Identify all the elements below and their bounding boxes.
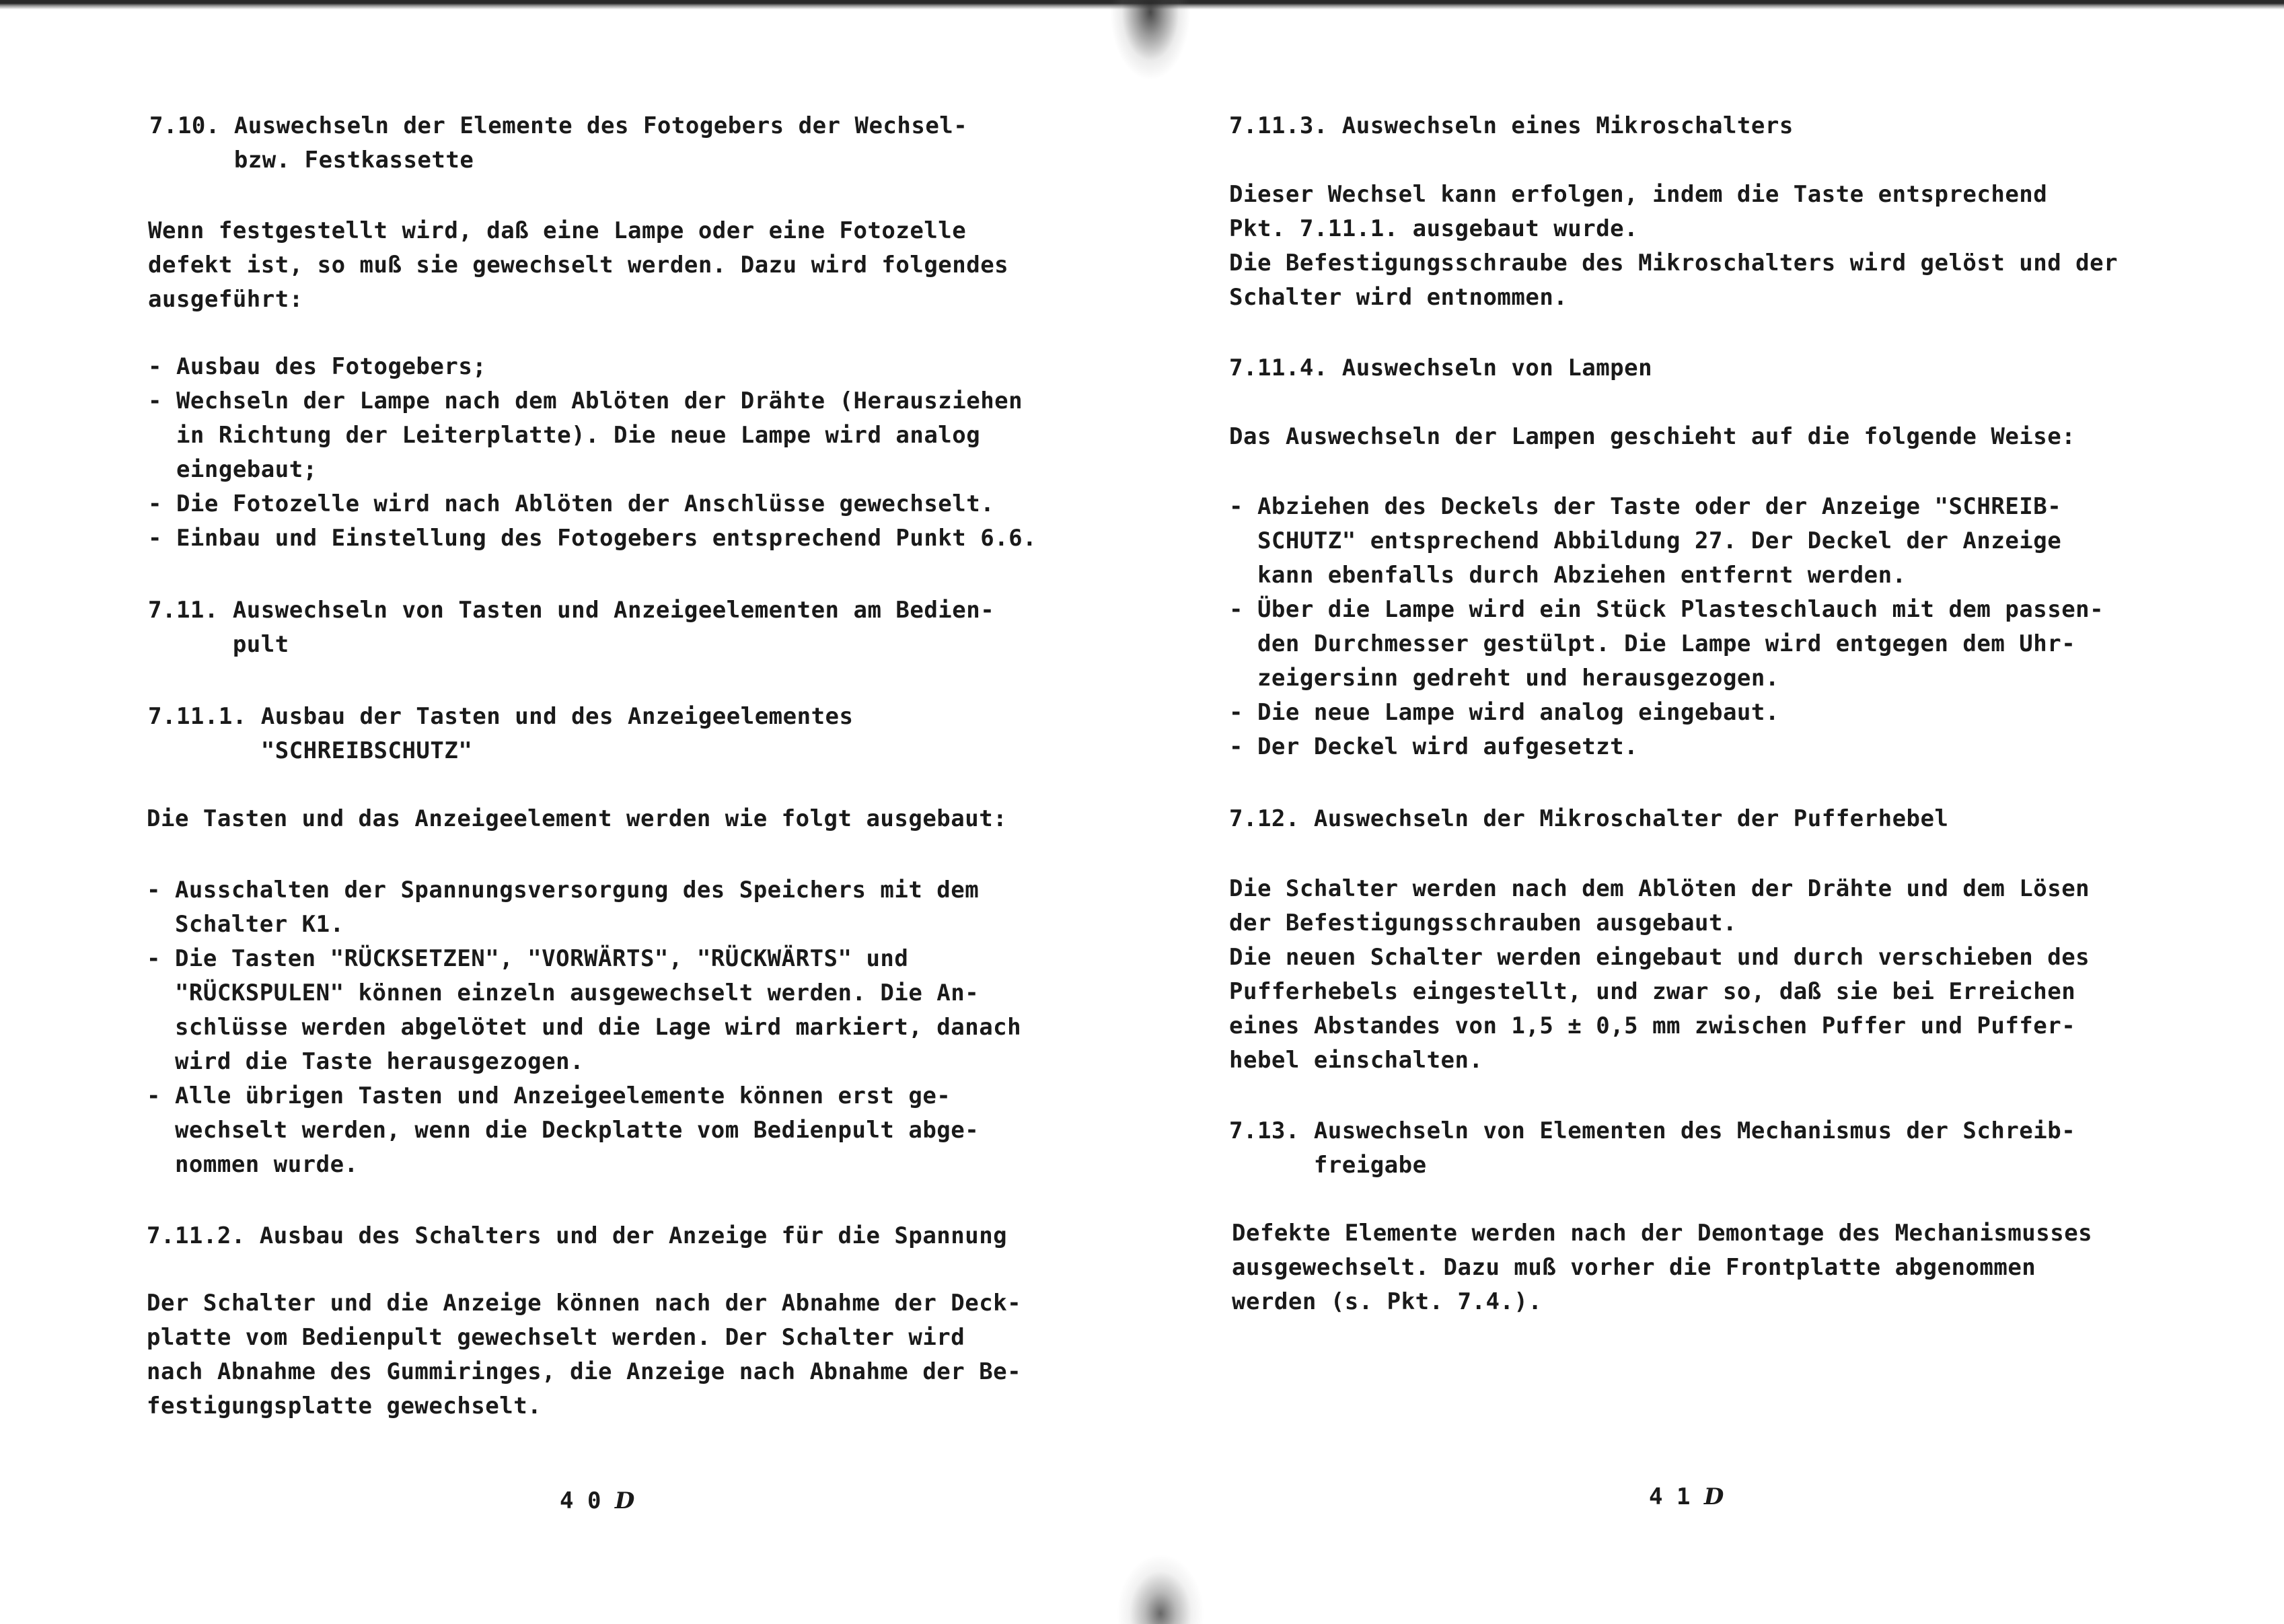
- section-7-11-2-text: Der Schalter und die Anzeige können nach der Abnahme der Deck- platte vom Bedienpult gewechselt werden. Der Schalter wird nach Abnahme des Gummiringes, die Anzeige nach Abnahme der Be- festigungsplatte gewechselt.: [147, 1290, 1022, 1419]
- section-7-11-3-text: Dieser Wechsel kann erfolgen, indem die Taste entsprechend Pkt. 7.11.1. ausgebaut wurde. Die Befestigungsschraube des Mikroschalters wird gelöst und der Schalter wird entnommen.: [1229, 181, 2119, 311]
- section-7-11-1-list: - Ausschalten der Spannungsversorgung des Speichers mit dem Schalter K1. - Die Tasten "RÜCKSETZEN", "VORWÄRTS", "RÜCKWÄRTS" und "RÜCKSPULEN" können einzeln ausgewechselt werden. Die An- schlüsse werden abgelötet und die Lage wird markiert, danach wird die Taste herausgezogen. - Alle übrigen Tasten und Anzeigeelemente können erst ge- wechselt werden, wenn die Deckplatte vom Bedienpult abge- nommen wurde.: [147, 877, 1022, 1178]
- section-7-13-text: Defekte Elemente werden nach der Demontage des Mechanismusses ausgewechselt. Dazu muß vorher die Frontplatte abgenommen werden (s. Pkt. 7.4.).: [1232, 1220, 2093, 1315]
- section-7-11-1-intro: Die Tasten und das Anzeigeelement werden wie folgt ausgebaut:: [147, 805, 1008, 832]
- section-7-12-text: Die Schalter werden nach dem Ablöten der Drähte und dem Lösen der Befestigungsschrauben ausgebaut. Die neuen Schalter werden eingebaut und durch verschieben des Pufferhebels eingestellt, und zwar so, daß sie bei Erreichen eines Abstandes von 1,5 ± 0,5 mm zwischen Puffer und Puffer- hebel einschalten.: [1229, 875, 2090, 1074]
- section-7-13-heading: 7.13. Auswechseln von Elementen des Mechanismus der Schreib- freigabe: [1229, 1117, 2076, 1179]
- section-7-11-4-intro: Das Auswechseln der Lampen geschieht auf die folgende Weise:: [1229, 423, 2076, 450]
- section-7-10-heading: 7.10. Auswechseln der Elemente des Fotogebers der Wechsel- bzw. Festkassette: [149, 112, 968, 174]
- section-7-10-intro: Wenn festgestellt wird, daß eine Lampe oder eine Fotozelle defekt ist, so muß sie gewechselt werden. Dazu wird folgendes ausgeführt:: [148, 217, 1009, 313]
- page-mark: D: [614, 1487, 635, 1514]
- section-7-12-heading: 7.12. Auswechseln der Mikroschalter der Pufferhebel: [1229, 805, 1949, 832]
- section-7-11-2-heading: 7.11.2. Ausbau des Schalters und der Anzeige für die Spannung: [147, 1222, 1008, 1249]
- page-number-text: 4 1: [1649, 1483, 1691, 1510]
- section-7-11-4-list: - Abziehen des Deckels der Taste oder der Anzeige "SCHREIB- SCHUTZ" entsprechend Abbildung 27. Der Deckel der Anzeige kann ebenfalls durch Abziehen entfernt werden. - Über die Lampe wird ein Stück Plasteschlauch mit dem passen- den Durchmesser gestülpt. Die Lampe wird entgegen dem Uhr- zeigersinn gedreht und herausgezogen. - Die neue Lampe wird analog eingebaut. - Der Deckel wird aufgesetzt.: [1229, 493, 2104, 760]
- page-number-right: [1649, 1480, 1724, 1514]
- section-7-10-list: - Ausbau des Fotogebers; - Wechseln der Lampe nach dem Ablöten der Drähte (Herausziehen in Richtung der Leiterplatte). Die neue Lampe wird analog eingebaut; - Die Fotozelle wird nach Ablöten der Anschlüsse gewechselt. - Einbau und Einstellung des Fotogebers entsprechend Punkt 6.6.: [148, 353, 1037, 552]
- right-page: [1142, 0, 2284, 1624]
- section-7-11-heading: 7.11. Auswechseln von Tasten und Anzeigeelementen am Bedien- pult: [148, 597, 995, 658]
- page-number-left: [560, 1484, 634, 1518]
- section-7-11-4-heading: 7.11.4. Auswechseln von Lampen: [1229, 355, 1653, 381]
- page-mark: D: [1703, 1483, 1724, 1510]
- page-number-text: 4 0: [560, 1487, 601, 1514]
- section-7-11-3-heading: 7.11.3. Auswechseln eines Mikroschalters: [1229, 112, 1794, 139]
- section-7-11-1-heading: 7.11.1. Ausbau der Tasten und des Anzeigeelementes "SCHREIBSCHUTZ": [148, 703, 854, 764]
